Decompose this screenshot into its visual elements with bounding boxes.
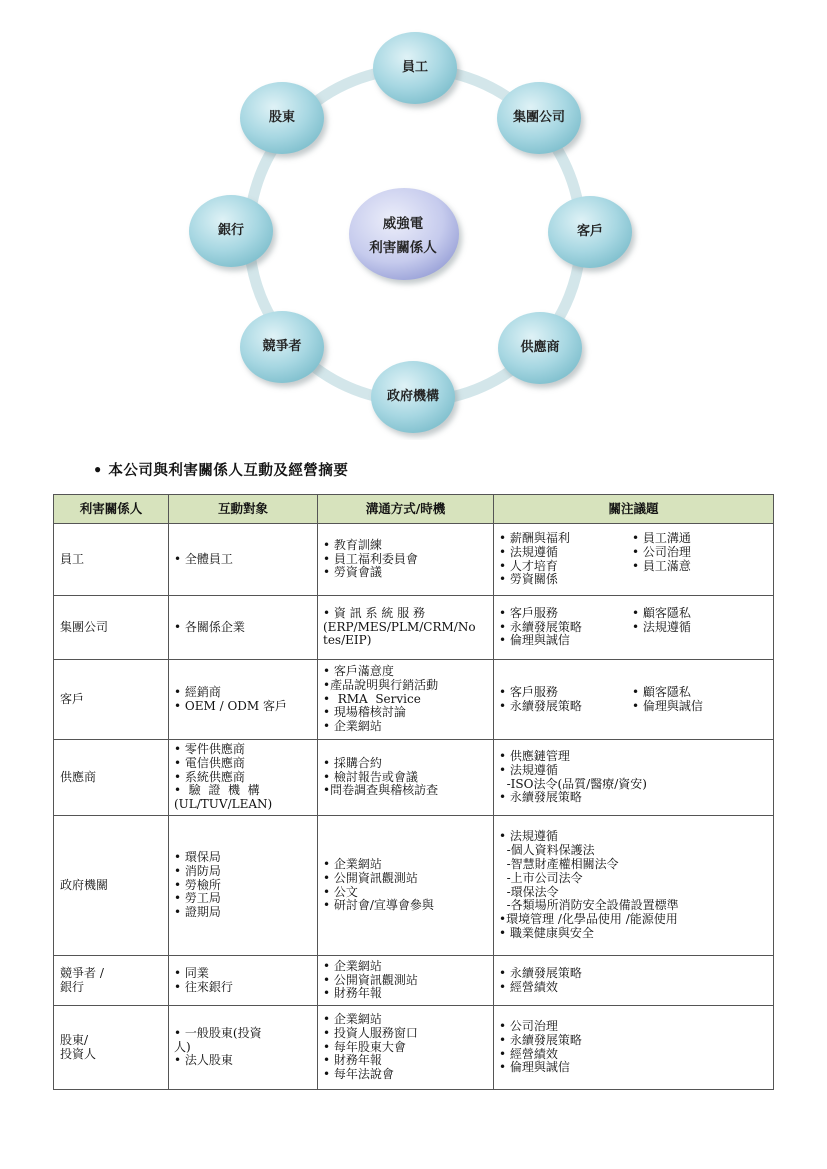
table-row — [54, 1006, 774, 1090]
list-item: • 經銷商 — [174, 684, 221, 699]
node-competitor: 競爭者 — [262, 339, 302, 354]
cell-list — [323, 858, 488, 913]
issues-cell — [494, 956, 774, 1006]
stakeholder-cell: 政府機關 — [54, 816, 169, 956]
cell-list — [174, 967, 312, 995]
list-item: • 經營績效 — [499, 1046, 558, 1061]
stakeholder-cell: 供應商 — [54, 740, 169, 816]
issues-cell — [494, 1006, 774, 1090]
table-row — [54, 956, 774, 1006]
node-employee: 員工 — [401, 60, 428, 75]
list-item: • 客戶服務 — [499, 605, 558, 620]
list-item: • 勞資會議 — [323, 565, 382, 580]
node-government: 政府機構 — [386, 389, 439, 404]
stakeholder-table — [53, 494, 774, 1090]
stakeholder-cell: 客戶 — [54, 660, 169, 740]
header-target: 互動對象 — [169, 495, 318, 524]
list-item: • 各關係企業 — [174, 619, 245, 634]
list-item: •環境管理 /化學品使用 /能源使用 — [499, 912, 678, 927]
issues-cell — [494, 740, 774, 816]
list-item: • 全體員工 — [174, 551, 233, 566]
list-item: -上市公司法令 — [499, 870, 583, 885]
list-item: 人) — [174, 1039, 191, 1054]
stakeholder-diagram — [0, 0, 827, 440]
cell-list — [499, 686, 632, 714]
issues-cell — [494, 596, 774, 660]
node-group: 集團公司 — [512, 110, 565, 125]
list-item: • 人才培育 — [499, 558, 558, 573]
list-item: • 資 訊 系 統 服 務 — [323, 605, 425, 620]
list-item: -智慧財產權相關法令 — [499, 856, 619, 871]
list-item: • 顧客隱私 — [632, 605, 691, 620]
target-cell — [169, 956, 318, 1006]
list-item: • 採購合約 — [323, 755, 382, 770]
list-item: • 永續發展策略 — [499, 698, 582, 713]
list-item: • 公司治理 — [632, 544, 691, 559]
list-item: • 職業健康與安全 — [499, 925, 594, 940]
cell-list — [499, 532, 632, 587]
issues-wrap — [499, 750, 768, 805]
list-item: (UL/TUV/LEAN) — [174, 797, 273, 812]
node-bank: 銀行 — [217, 223, 244, 238]
list-item: •產品說明與行銷活動 — [323, 677, 439, 692]
issues-cell — [494, 816, 774, 956]
cell-list — [632, 532, 691, 587]
method-cell — [318, 956, 494, 1006]
list-item: • 研討會/宣導會參與 — [323, 898, 434, 913]
list-item: -環保法令 — [499, 884, 559, 899]
list-item: • 系統供應商 — [174, 769, 245, 784]
list-item: • 企業網站 — [323, 856, 382, 871]
list-item: • 勞工局 — [174, 891, 221, 906]
list-item: • RMA Service — [323, 691, 421, 706]
list-item: • 驗 證 機 構 — [174, 783, 260, 798]
list-item: • 客戶服務 — [499, 684, 558, 699]
list-item: •問卷調查與稽核訪查 — [323, 783, 439, 798]
method-cell — [318, 524, 494, 596]
cell-list — [323, 960, 488, 1001]
target-cell — [169, 1006, 318, 1090]
list-item: • 員工溝通 — [632, 530, 691, 545]
list-item: • 供應鏈管理 — [499, 748, 570, 763]
list-item: • 法人股東 — [174, 1053, 233, 1068]
header-issues: 關注議題 — [494, 495, 774, 524]
list-item: • 財務年報 — [323, 986, 382, 1001]
issues-cell — [494, 660, 774, 740]
list-item: • 財務年報 — [323, 1053, 382, 1068]
method-cell — [318, 660, 494, 740]
list-item: • 法規遵循 — [499, 544, 558, 559]
target-cell — [169, 524, 318, 596]
center-line-1: 威強電 — [382, 216, 424, 232]
table-body — [54, 524, 774, 1090]
list-item: • 公文 — [323, 884, 358, 899]
list-item: • 企業網站 — [323, 719, 382, 734]
list-item: • 電信供應商 — [174, 755, 245, 770]
cell-list — [174, 1027, 312, 1068]
issues-wrap — [499, 967, 768, 995]
table-row — [54, 740, 774, 816]
list-item: • 企業網站 — [323, 958, 382, 973]
center-label — [350, 196, 456, 276]
list-item: • 永續發展策略 — [499, 790, 582, 805]
method-cell — [318, 596, 494, 660]
method-cell — [318, 740, 494, 816]
list-item: • OEM / ODM 客戶 — [174, 698, 288, 713]
cell-list — [174, 553, 312, 567]
node-supplier: 供應商 — [520, 340, 560, 355]
list-item: • 員工滿意 — [632, 558, 691, 573]
list-item: • 證期局 — [174, 905, 221, 920]
list-item: • 客戶滿意度 — [323, 664, 394, 678]
list-item: • 一般股東(投資 — [174, 1025, 262, 1040]
list-item: • 檢討報告或會議 — [323, 769, 418, 784]
list-item: • 勞資關係 — [499, 572, 558, 587]
table-row — [54, 660, 774, 740]
list-item: • 倫理與誠信 — [499, 1060, 570, 1075]
list-item: • 顧客隱私 — [632, 684, 691, 699]
list-item: (ERP/MES/PLM/CRM/No — [323, 619, 476, 634]
list-item: • 消防局 — [174, 863, 221, 878]
list-item: • 現場稽核討論 — [323, 705, 406, 720]
stakeholder-cell: 集團公司 — [54, 596, 169, 660]
cell-list — [499, 750, 768, 805]
cell-list — [174, 621, 312, 635]
list-item: • 投資人服務窗口 — [323, 1025, 418, 1040]
list-item: • 勞檢所 — [174, 877, 221, 892]
list-item: • 每年股東大會 — [323, 1039, 406, 1054]
list-item: • 永續發展策略 — [499, 1032, 582, 1047]
cell-list — [174, 686, 312, 714]
list-item: • 零件供應商 — [174, 742, 245, 756]
cell-list — [323, 665, 488, 734]
cell-list — [632, 607, 691, 648]
list-item: • 同業 — [174, 965, 209, 980]
list-item: • 教育訓練 — [323, 537, 382, 552]
target-cell — [169, 596, 318, 660]
cell-list — [499, 967, 768, 995]
list-item: • 公開資訊觀測站 — [323, 972, 418, 987]
section-title: • 本公司與利害關係人互動及經營摘要 — [93, 462, 349, 479]
cell-list — [174, 743, 312, 812]
list-item: • 永續發展策略 — [499, 965, 582, 980]
list-item: • 往來銀行 — [174, 979, 233, 994]
list-item: • 永續發展策略 — [499, 619, 582, 634]
cell-list — [632, 686, 703, 714]
header-method: 溝通方式/時機 — [318, 495, 494, 524]
cell-list — [323, 607, 488, 648]
list-item: -各類場所消防安全設備設置標準 — [499, 898, 679, 913]
list-item: • 法規遵循 — [499, 829, 558, 844]
stakeholder-cell: 股東/ 投資人 — [54, 1006, 169, 1090]
table-row — [54, 816, 774, 956]
issues-wrap — [499, 532, 768, 587]
list-item: • 倫理與誠信 — [632, 698, 703, 713]
list-item: • 經營績效 — [499, 979, 558, 994]
list-item: • 倫理與誠信 — [499, 633, 570, 648]
method-cell — [318, 816, 494, 956]
cell-list — [323, 539, 488, 580]
target-cell — [169, 816, 318, 956]
list-item: • 法規遵循 — [632, 619, 691, 634]
table-header-row — [54, 495, 774, 524]
issues-wrap — [499, 686, 768, 714]
issues-cell — [494, 524, 774, 596]
center-line-2: 利害關係人 — [369, 240, 437, 256]
issues-wrap — [499, 830, 768, 940]
method-cell — [318, 1006, 494, 1090]
stakeholder-cell: 員工 — [54, 524, 169, 596]
list-item: • 公司治理 — [499, 1018, 558, 1033]
list-item: -ISO法令(品質/醫療/資安) — [499, 776, 647, 791]
cell-list — [174, 851, 312, 920]
issues-wrap — [499, 607, 768, 648]
cell-list — [499, 830, 768, 940]
table-row — [54, 524, 774, 596]
list-item: • 公開資訊觀測站 — [323, 870, 418, 885]
cell-list — [499, 1020, 768, 1075]
target-cell — [169, 660, 318, 740]
table-row — [54, 596, 774, 660]
issues-wrap — [499, 1020, 768, 1075]
node-shareholder: 股東 — [268, 110, 295, 125]
target-cell — [169, 740, 318, 816]
header-stakeholder: 利害關係人 — [54, 495, 169, 524]
node-customer: 客戶 — [576, 224, 603, 239]
list-item: • 企業網站 — [323, 1012, 382, 1026]
list-item: tes/EIP) — [323, 633, 372, 648]
list-item: • 環保局 — [174, 850, 221, 864]
cell-list — [499, 607, 632, 648]
list-item: • 法規遵循 — [499, 762, 558, 777]
list-item: • 每年法說會 — [323, 1067, 394, 1082]
list-item: -個人資料保護法 — [499, 843, 595, 858]
stakeholder-cell: 競爭者 / 銀行 — [54, 956, 169, 1006]
cell-list — [323, 1013, 488, 1082]
cell-list — [323, 757, 488, 798]
list-item: • 員工福利委員會 — [323, 551, 418, 566]
list-item: • 薪酬與福利 — [499, 530, 570, 545]
